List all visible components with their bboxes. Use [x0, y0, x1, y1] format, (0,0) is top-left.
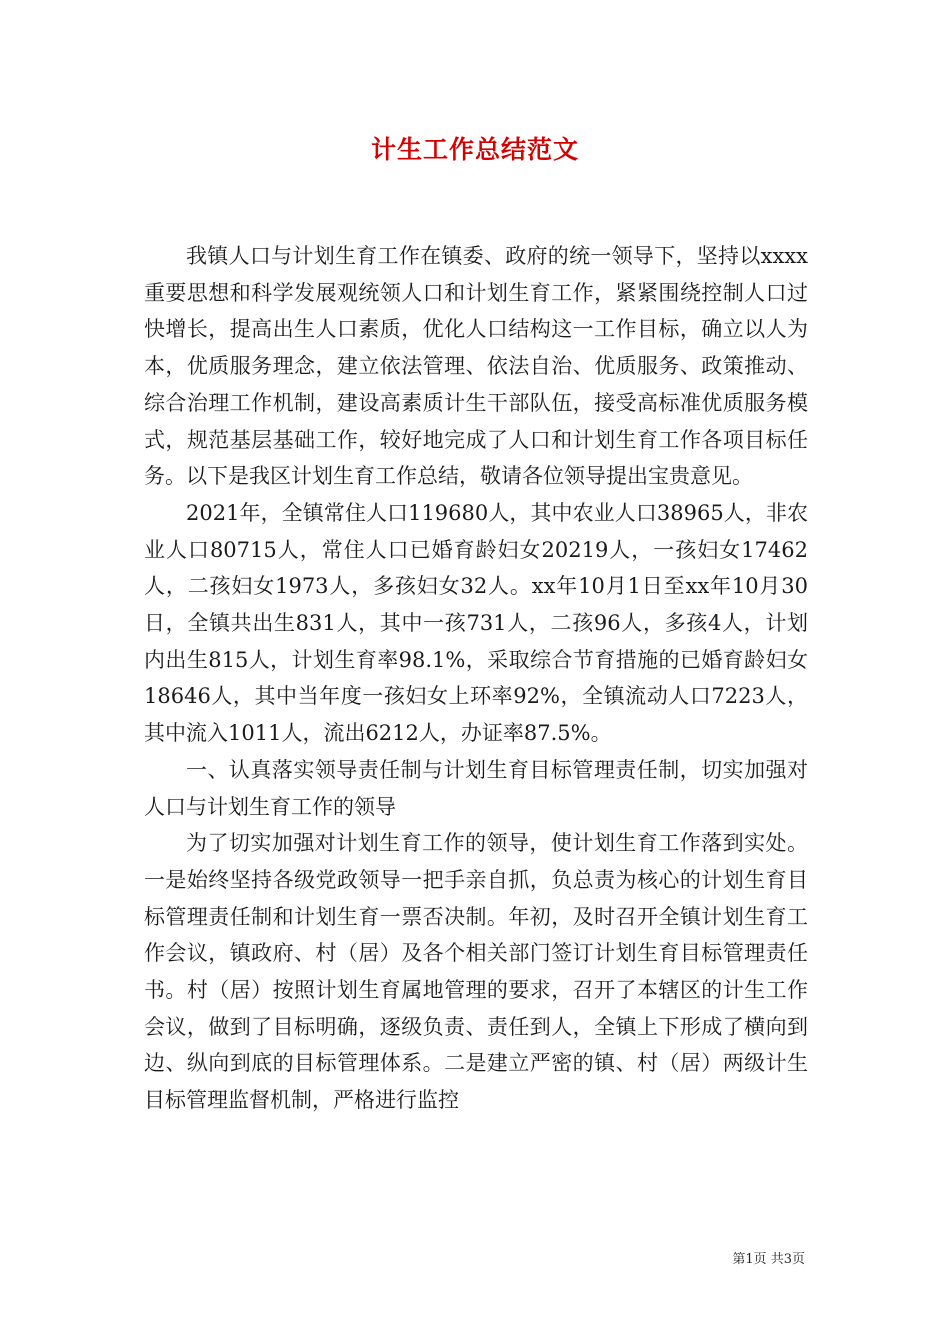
- document-body: [144, 238, 808, 1119]
- paragraph-intro: 我镇人口与计划生育工作在镇委、政府的统一领导下，坚持以xxxx重要思想和科学发展观统领人口和计划生育工作，紧紧围绕控制人口过快增长，提高出生人口素质，优化人口结构这一工作目标，确立以人为本，优质服务理念，建立依法管理、依法自治、优质服务、政策推动、综合治理工作机制，建设高素质计生干部队伍，接受高标准优质服务模式，规范基层基础工作，较好地完成了人口和计划生育工作各项目标任务。以下是我区计划生育工作总结，敬请各位领导提出宝贵意见。: [144, 244, 808, 489]
- document-title: 计生工作总结范文: [370, 135, 579, 164]
- section-heading-1: 一、认真落实领导责任制与计划生育目标管理责任制，切实加强对人口与计划生育工作的领导: [144, 757, 808, 819]
- paragraph-statistics: 2021年，全镇常住人口119680人，其中农业人口38965人，非农业人口80715人，常住人口已婚育龄妇女20219人，一孩妇女17462人，二孩妇女1973人，多孩妇女32人。xx年10月1日至xx年10月30日，全镇共出生831人，其中一孩731人，二孩96人，多孩4人，计划内出生815人，计划生育率98.1%，采取综合节育措施的已婚育龄妇女18646人，其中当年度一孩妇女上环率92%，全镇流动人口7223人，其中流入1011人，流出6212人，办证率87.5%。: [144, 500, 808, 746]
- paragraph-section-1: 为了切实加强对计划生育工作的领导，使计划生育工作落到实处。一是始终坚持各级党政领导一把手亲自抓，负总责为核心的计划生育目标管理责任制和计划生育一票否决制。年初，及时召开全镇计划生育工作会议，镇政府、村（居）及各个相关部门签订计划生育目标管理责任书。村（居）按照计划生育属地管理的要求，召开了本辖区的计生工作会议，做到了目标明确，逐级负责、责任到人，全镇上下形成了横向到边、纵向到底的目标管理体系。二是建立严密的镇、村（居）两级计生目标管理监督机制，严格进行监控: [144, 831, 808, 1113]
- page-number-footer: 第1页 共3页: [732, 1252, 805, 1267]
